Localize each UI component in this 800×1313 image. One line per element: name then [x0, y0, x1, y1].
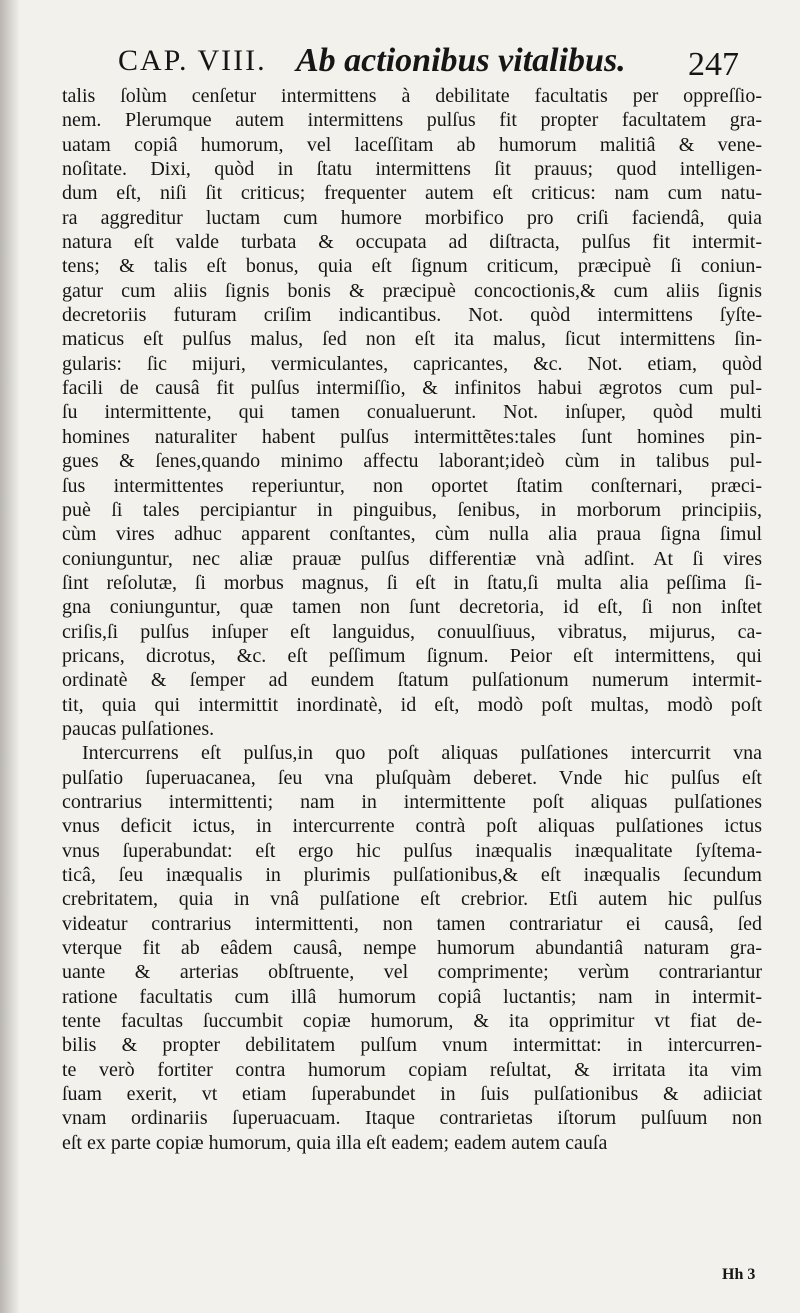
text-line: paucas pulſationes. [62, 717, 215, 740]
text-line: talis ſolùm cenſetur intermittens à debilitate facultatis per oppreſſio- [62, 85, 762, 107]
text-line: tens; & talis eſt bonus, quia eſt ſignum criticum, præcipuè ſi coniun- [62, 255, 762, 278]
text-line: ſuam exerit, vt etiam ſuperabundet in ſuis pulſationibus & adiiciat [62, 1083, 762, 1106]
text-line: vnam ordinariis ſuperuacuam. Itaque contrarietas iſtorum pulſuum non [62, 1107, 762, 1130]
page-number: 247 [688, 46, 739, 83]
text-line: maticus eſt pulſus malus, ſed non eſt ita malus, ſicut intermittens ſin- [62, 328, 762, 351]
text-line: bilis & propter debilitatem pulſum vnum intermittat: in intercurren- [62, 1034, 762, 1057]
text-line: crebritatem, quia in vnâ pulſatione eſt crebrior. Etſi autem hic pulſus [62, 888, 762, 911]
text-line: vterque fit ab eâdem causâ, nempe humorum abundantiâ naturam gra- [62, 937, 762, 960]
text-line: uatam copiâ humorum, vel laceſſitam ab humorum malitiâ & vene- [62, 133, 762, 156]
text-line: puè ſi tales percipiantur in pinguibus, ſenibus, in morborum principiis, [62, 498, 762, 521]
text-line: te verò fortiter contra humorum copiam reſultat, & irritata ita vim [62, 1058, 762, 1081]
text-line: criſis,ſi pulſus inſuper eſt languidus, conuulſiuus, vibratus, mijurus, ca- [62, 620, 762, 643]
text-line: Intercurrens eſt pulſus,in quo poſt aliquas pulſationes intercurrit vna [82, 742, 762, 765]
text-line: uante & arterias obſtruente, vel comprimente; verùm contrariantur [62, 961, 762, 984]
text-line: ordinatè & ſemper ad eundem ſtatum pulſationum numerum intermit- [62, 669, 762, 692]
text-line: vnus deficit ictus, in intercurrente contrà poſt aliquas pulſationes ictus [62, 815, 762, 838]
text-line: ticâ, ſeu inæqualis in plurimis pulſationibus,& eſt inæqualis ſecundum [62, 864, 762, 886]
page-gutter-shadow [0, 0, 20, 1313]
text-line: ratione facultatis cum illâ humorum copiâ luctantis; nam in intermit- [62, 985, 762, 1008]
paragraph [62, 84, 762, 741]
text-line: dum eſt, niſi ſit criticus; frequenter autem eſt criticus: nam cum natu- [62, 182, 762, 205]
text-line: contrarius intermittenti; nam in intermittente poſt aliquas pulſationes [62, 790, 762, 813]
text-line: natura eſt valde turbata & occupata ad diſtracta, pulſus fit intermit- [62, 231, 762, 254]
chapter-label: CAP. VIII. [118, 44, 267, 77]
text-line: ra aggreditur luctam cum humore morbifico pro criſi faciendâ, quia [62, 206, 762, 229]
text-line: ſu intermittente, qui tamen conualuerunt. Not. inſuper, quòd multi [62, 401, 762, 424]
text-line: vnus ſuperabundat: eſt ergo hic pulſus inæqualis inæqualitate ſyſtema- [62, 839, 762, 862]
text-line: cùm vires adhuc apparent conſtantes, cùm nulla alia praua ſigna ſimul [62, 523, 762, 546]
text-line: gues & ſenes,quando minimo affectu laborant;ideò cùm in talibus pul- [62, 450, 762, 473]
text-line: pulſatio ſuperuacanea, ſeu vna pluſquàm deberet. Vnde hic pulſus eſt [62, 766, 762, 789]
text-line: decretoriis futuram criſim indicantibus. Not. quòd intermittens ſyſte- [62, 304, 762, 327]
text-line: pricans, dicrotus, &c. eſt peſſimum ſignum. Peior eſt intermittens, qui [62, 644, 762, 667]
body-text [62, 84, 762, 1155]
text-line: tente facultas ſuccumbit copiæ humorum, & ita opprimitur vt fiat de- [62, 1010, 762, 1033]
text-line: nem. Plerumque autem intermittens pulſus fit propter facultatem gra- [62, 109, 762, 132]
text-line: gularis: ſic mijuri, vermiculantes, capricantes, &c. Not. etiam, quòd [62, 352, 762, 375]
text-line: tit, quia qui intermittit inordinatè, id eſt, modò poſt multas, modò poſt [62, 693, 762, 716]
text-line: coniunguntur, nec aliæ prauæ pulſus differentiæ vnà adſint. At ſi vires [62, 547, 762, 570]
signature-mark: Hh 3 [722, 1266, 756, 1283]
text-line: noſitate. Dixi, quòd in ſtatu intermittens ſit prauus; quod intelligen- [62, 158, 762, 181]
text-line: videatur contrarius intermittenti, non tamen contrariatur ei causâ, ſed [62, 912, 762, 935]
chapter-title: Ab actionibus vitalibus. [296, 42, 626, 79]
text-line: ſint reſolutæ, ſi morbus magnus, ſi eſt in ſtatu,ſi multa alia peſſima ſi- [62, 571, 762, 594]
text-line: facili de causâ fit pulſus intermiſſio, & infinitos habui ægrotos cum pul- [62, 377, 762, 400]
text-line: ſus intermittentes reperiuntur, non oportet ſtatim conſternari, præci- [62, 474, 762, 497]
text-line: gna coniunguntur, quæ tamen non ſunt decretoria, id eſt, ſi non inſtet [62, 596, 762, 619]
text-line: eſt ex parte copiæ humorum, quia illa eſt eadem; eadem autem cauſa [62, 1131, 608, 1154]
text-line: homines naturaliter habent pulſus intermittẽtes:tales ſunt homines pin- [62, 425, 762, 448]
text-line: gatur cum aliis ſignis bonis & præcipuè concoctionis,& cum aliis ſignis [62, 279, 762, 302]
paragraph [62, 741, 762, 1155]
